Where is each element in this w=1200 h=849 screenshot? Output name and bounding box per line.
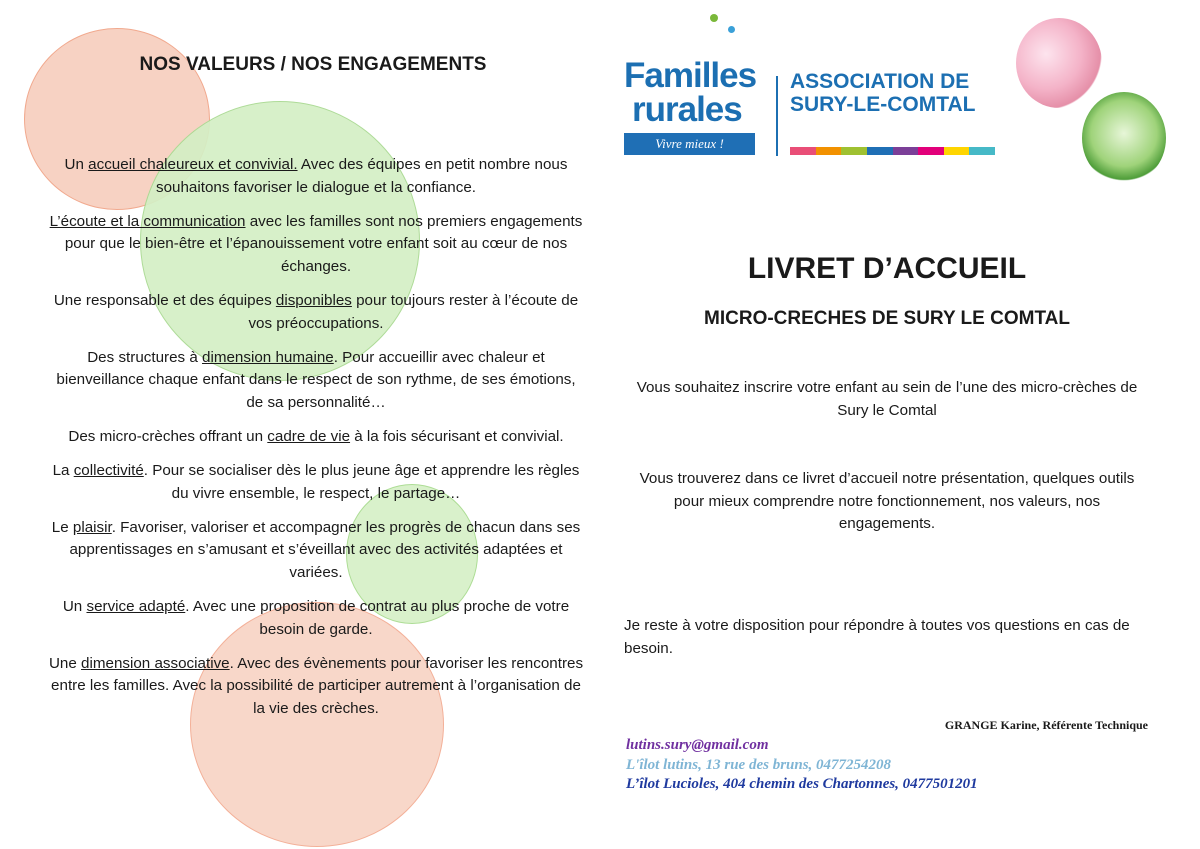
intro-text: Vous souhaitez inscrire votre enfant au sein de l’une des micro-crèches de Sury le Comtal [636, 379, 1138, 419]
color-stripe-segment [841, 147, 867, 155]
value-paragraph: Une dimension associative. Avec des évènements pour favoriser les rencontres entre les familles. Avec la possibilité de participer autrement à l’organisation de la vie des crèches. [48, 654, 584, 717]
association-name: ASSOCIATION DE SURY-LE-COMTAL [790, 70, 976, 116]
value-paragraph: Des micro-crèches offrant un cadre de vie à la fois sécurisant et convivial. [68, 427, 564, 445]
signature: GRANGE Karine, Référente Technique [944, 718, 1148, 732]
logo-tagline: Vivre mieux ! [624, 133, 755, 155]
contact-lucioles: L’îlot Lucioles, 404 chemin des Chartonnes, 0477501201 [626, 776, 978, 792]
color-stripe-segment [867, 147, 893, 155]
logo-divider [776, 76, 778, 156]
color-stripe-segment [816, 147, 842, 155]
elf-child-illustration [1082, 92, 1166, 184]
booklet-title: LIVRET D’ACCUEIL [747, 252, 1027, 285]
logo-word-familles: Familles [624, 56, 757, 95]
color-stripe-segment [969, 147, 995, 155]
value-paragraph: Un service adapté. Avec une proposition de contrat au plus proche de votre besoin de garde. [62, 598, 570, 638]
value-paragraph: Des structures à dimension humaine. Pour accueillir avec chaleur et bienveillance chaque enfant dans le respect de son rythme, de ses émotions, de sa personnalité… [56, 348, 576, 411]
values-title: NOS VALEURS / NOS ENGAGEMENTS [139, 54, 487, 75]
values-list [46, 154, 586, 732]
value-paragraph: La collectivité. Pour se socialiser dès le plus jeune âge et apprendre les règles du vivre ensemble, le respect, le partage… [52, 462, 580, 502]
value-paragraph: Le plaisir. Favoriser, valoriser et accompagner les progrès de chacun dans ses apprentissages en s’amusant et s’éveillant avec des activités adaptées et variées. [51, 518, 581, 581]
color-stripe-segment [944, 147, 970, 155]
booklet-subtitle: MICRO-CRECHES DE SURY LE COMTAL [704, 308, 1070, 329]
logo-word-rurales: rurales [632, 90, 742, 129]
value-paragraph: Une responsable et des équipes disponibles pour toujours rester à l’écoute de vos préoccupations. [53, 291, 579, 332]
color-stripe [790, 147, 995, 155]
logo-figure-icon [728, 26, 735, 33]
value-paragraph: L’écoute et la communication avec les familles sont nos premiers engagements pour que le bien-être et l’épanouissement votre enfant soit au cœur de nos échanges. [49, 212, 583, 275]
color-stripe-segment [893, 147, 919, 155]
body-text: Vous trouverez dans ce livret d’accueil notre présentation, quelques outils pour mieux comprendre notre fonctionnement, nos valeurs, nos engagements. [639, 470, 1135, 533]
moon-child-illustration [1016, 18, 1102, 108]
logo-figure-icon [710, 14, 718, 22]
contact-lutins: L'îlot lutins, 13 rue des bruns, 0477254208 [626, 757, 892, 773]
closing-text: Je reste à votre disposition pour répondre à toutes vos questions en cas de besoin. [624, 617, 1130, 657]
contact-email[interactable]: lutins.sury@gmail.com [626, 737, 769, 753]
color-stripe-segment [918, 147, 944, 155]
value-paragraph: Un accueil chaleureux et convivial. Avec des équipes en petit nombre nous souhaitons favoriser le dialogue et la confiance. [64, 156, 568, 196]
color-stripe-segment [790, 147, 816, 155]
familles-rurales-logo [624, 12, 770, 158]
